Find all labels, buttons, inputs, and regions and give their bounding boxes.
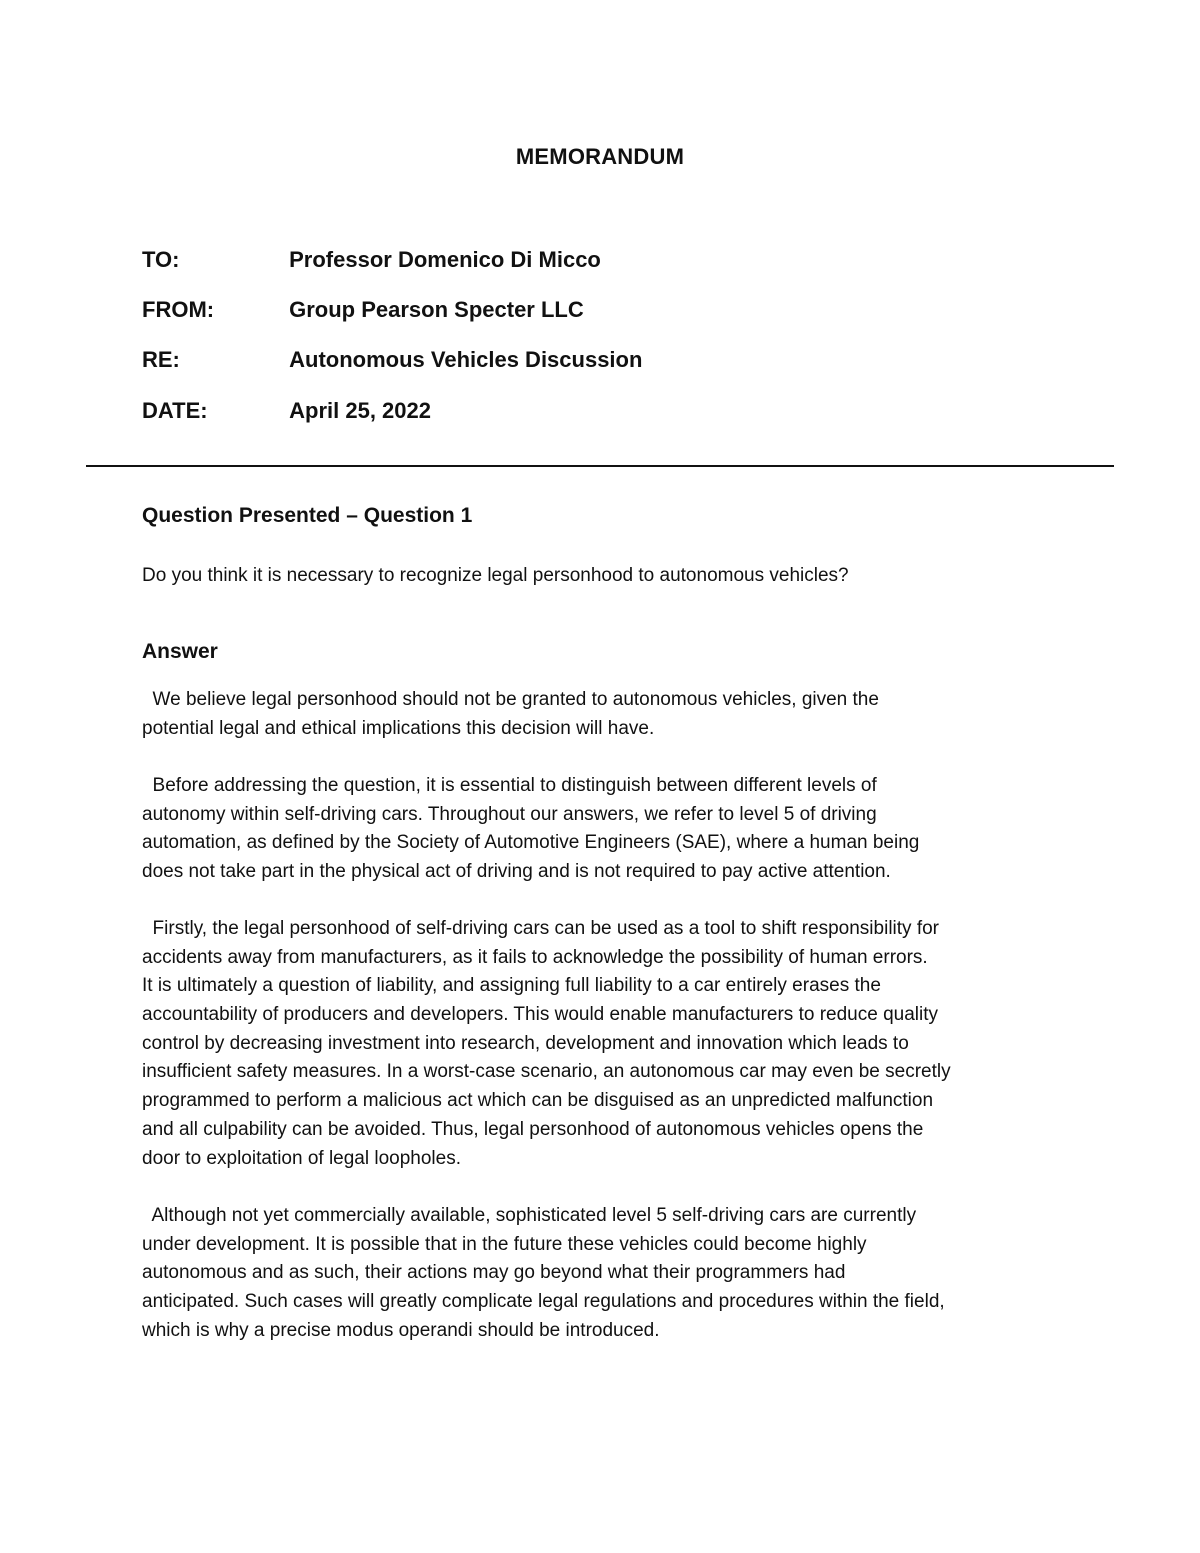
header-date-value: April 25, 2022 xyxy=(289,398,431,423)
header-re-label: RE: xyxy=(142,347,180,372)
paragraph-line: automation, as defined by the Society of Automotive Engineers (SAE), where a human being xyxy=(142,832,920,854)
paragraph-line: door to exploitation of legal loopholes. xyxy=(142,1147,462,1169)
header-date-row xyxy=(142,396,431,426)
header-re-row xyxy=(142,345,642,375)
paragraph-line: insufficient safety measures. In a worst-case scenario, an autonomous car may even be secretly xyxy=(142,1061,951,1083)
paragraph-line: autonomous and as such, their actions may go beyond what their programmers had xyxy=(142,1262,846,1284)
header-from-row xyxy=(142,295,584,325)
paragraph-line: does not take part in the physical act of driving and is not required to pay active attention. xyxy=(142,861,891,883)
header-from-value: Group Pearson Specter LLC xyxy=(289,297,584,322)
paragraph-line: Before addressing the question, it is essential to distinguish between different levels of xyxy=(142,775,877,796)
paragraph-line: autonomy within self-driving cars. Throughout our answers, we refer to level 5 of driving xyxy=(142,803,877,825)
question-text: Do you think it is necessary to recognize legal personhood to autonomous vehicles? xyxy=(142,565,849,586)
header-to-row xyxy=(142,245,601,275)
paragraph-line: accountability of producers and developers. This would enable manufacturers to reduce quality xyxy=(142,1004,939,1026)
paragraph-line: programmed to perform a malicious act which can be disguised as an unpredicted malfunction xyxy=(142,1090,934,1112)
paragraph-line: anticipated. Such cases will greatly complicate legal regulations and procedures within the field, xyxy=(142,1291,945,1313)
header-to-label: TO: xyxy=(142,247,180,272)
header-divider xyxy=(86,465,1114,467)
paragraph-line: We believe legal personhood should not be granted to autonomous vehicles, given the xyxy=(142,689,879,710)
paragraph-line: and all culpability can be avoided. Thus, legal personhood of autonomous vehicles opens the xyxy=(142,1118,924,1140)
paragraph-line: accidents away from manufacturers, as it fails to acknowledge the possibility of human errors. xyxy=(142,946,928,968)
paragraph-line: under development. It is possible that in the future these vehicles could become highly xyxy=(142,1233,867,1255)
header-to-value: Professor Domenico Di Micco xyxy=(289,247,601,272)
header-from-label: FROM: xyxy=(142,297,215,322)
paragraph-line: It is ultimately a question of liability, and assigning full liability to a car entirely erases the xyxy=(142,975,881,997)
paragraph-line: Firstly, the legal personhood of self-driving cars can be used as a tool to shift responsibility for xyxy=(142,918,939,939)
answer-heading: Answer xyxy=(142,640,218,663)
answer-paragraph-3 xyxy=(142,915,1062,1173)
paragraph-line: control by decreasing investment into research, development and innovation which leads to xyxy=(142,1032,909,1054)
answer-paragraph-2 xyxy=(142,772,1062,887)
paragraph-line: Although not yet commercially available, sophisticated level 5 self-driving cars are currently xyxy=(142,1205,917,1226)
answer-paragraph-4 xyxy=(142,1202,1062,1345)
header-date-label: DATE: xyxy=(142,398,208,423)
memo-title: MEMORANDUM xyxy=(515,144,685,169)
paragraph-line: which is why a precise modus operandi should be introduced. xyxy=(142,1319,660,1341)
header-re-value: Autonomous Vehicles Discussion xyxy=(289,347,643,372)
section-heading: Question Presented – Question 1 xyxy=(142,504,473,527)
answer-paragraph-1 xyxy=(142,686,1062,743)
paragraph-line: potential legal and ethical implications this decision will have. xyxy=(142,717,655,739)
